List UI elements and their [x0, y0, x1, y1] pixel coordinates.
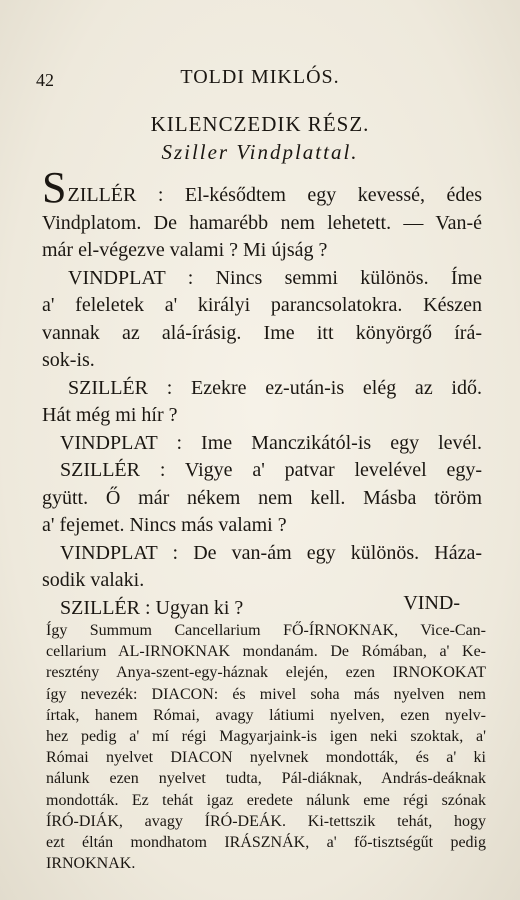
text-line: VINDPLAT : Ime Manczikától-is egy levél. [60, 431, 482, 454]
text-line: már el-végezve valami ? Mi újság ? [42, 239, 328, 261]
text-line: a' fejemet. Nincs más valami ? [42, 514, 287, 536]
footnote-line: írtak, hanem Római, avagy látiumi nyelven, ezen nyelv- [46, 706, 486, 724]
text-line: a' feleletek a' királyi parancsolatokra. Készen [42, 294, 482, 316]
text-line: sok-is. [42, 349, 95, 371]
footnote-line: mondották. Ez tehát igaz eredete nálunk eme régi szónak [46, 791, 486, 809]
footnote-line: nálunk ezen nyelvet tudta, Pál-diáknak, András-deáknak [46, 770, 486, 788]
text-line: SZILLÉR : El-késődtem egy kevessé, édes [42, 163, 482, 212]
drop-cap: S [42, 163, 67, 212]
text-line: gyütt. Ő már nékem nem kell. Másba töröm [42, 486, 482, 509]
footnote-line: így nevezék: DIACON: és mivel soha más nyelven nem [46, 685, 486, 703]
text-line: SZILLÉR : Vigye a' patvar levelével egy- [60, 459, 482, 481]
text-line: Vindplatom. De hamarébb nem lehetett. — Van-é [42, 211, 482, 234]
text-line: vannak az alá-írásig. Ime itt könyörgő írá- [42, 321, 482, 344]
footnote-line: ezt éltán mondhatom IRÁSZNÁK, a' fő-tisztségűt pedig [46, 833, 486, 851]
text-line: Hát még mi hír ? [42, 404, 178, 426]
footnote-line: cellarium AL-IRNOKNAK mondanám. De Rómában, a' Ke- [46, 643, 486, 661]
footnote-line: hez pedig a' mí régi Magyarjaink-is igen neki szoktak, a' [46, 727, 486, 745]
footnote [46, 620, 486, 874]
page-header [0, 54, 520, 94]
scene-subtitle: Sziller Vindplattal. [161, 140, 359, 164]
page-number: 42 [36, 70, 54, 90]
text-line: VINDPLAT : Nincs semmi különös. Íme [68, 266, 482, 289]
footnote-line: IRNOKNAK. [46, 855, 136, 873]
footnote-line: ÍRÓ-DIÁK, avagy ÍRÓ-DEÁK. Ki-tettszik tehát, hogy [46, 812, 486, 830]
catchword: VIND- [403, 592, 460, 614]
footnote-line: Így Summum Cancellarium FŐ-ÍRNOKNAK, Vice-Can- [46, 622, 486, 639]
text-line: SZILLÉR : Ezekre ez-után-is elég az idő. [68, 376, 482, 399]
main-text [42, 163, 482, 622]
text-line: SZILLÉR : Ugyan ki ? [60, 596, 244, 619]
footnote-line: Római nyelvet DIACON nyelvnek mondották, és a' ki [46, 749, 486, 767]
chapter-title: KILENCZEDIK RÉSZ. [150, 112, 370, 136]
footnote-line: resztény Anya-szent-egy-háznak elején, ezen IRNOKOKAT [46, 664, 486, 682]
text-line: sodik valaki. [42, 569, 145, 591]
text-line: VINDPLAT : De van-ám egy különös. Háza- [60, 541, 482, 564]
running-title: TOLDI MIKLÓS. [180, 66, 340, 88]
